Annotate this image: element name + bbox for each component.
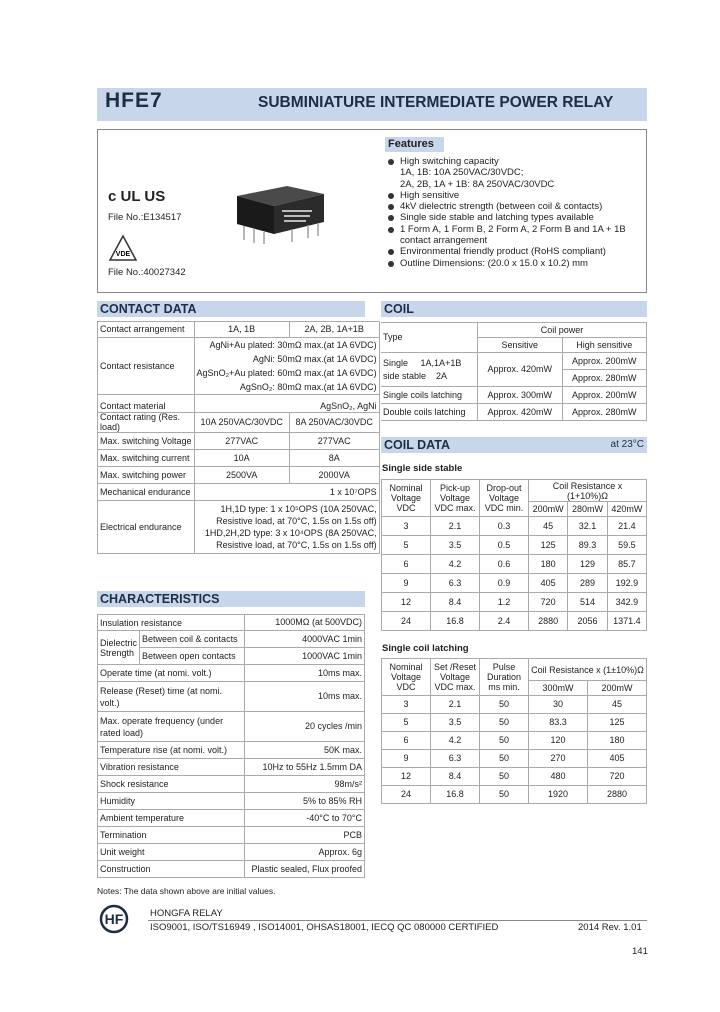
notes: Notes: The data shown above are initial values.: [97, 886, 276, 896]
table-cell: 1A, 1B: [194, 322, 289, 338]
table-cell: Max. switching Voltage: [98, 433, 195, 450]
footer-certs: ISO9001, ISO/TS16949 , ISO14001, OHSAS18001, IECQ QC 080000 CERTIFIED: [150, 922, 499, 933]
table-cell: Approx. 420mW: [478, 404, 563, 421]
table-cell: PCB: [245, 827, 365, 844]
table-cell: 180: [529, 555, 568, 574]
table-cell: 6: [382, 555, 431, 574]
table-cell: 277VAC: [194, 433, 289, 450]
feature-item: contact arrangement: [400, 235, 488, 247]
table-cell: 3: [382, 517, 431, 536]
feature-item: 1 Form A, 1 Form B, 2 Form A, 2 Form B and 1A + 1B: [388, 224, 648, 235]
table-cell: 50: [480, 750, 529, 768]
characteristics-table: [97, 614, 365, 878]
table-cell: 83.3: [529, 714, 588, 732]
table-cell: 2000VA: [289, 467, 379, 484]
table-cell: 24: [382, 612, 431, 631]
table-cell: 16.8: [431, 786, 480, 804]
table-cell: 4.2: [431, 555, 480, 574]
table-cell: 20 cycles /min: [245, 712, 365, 742]
table-cell: 8.4: [431, 768, 480, 786]
table-cell: Ambient temperature: [98, 810, 245, 827]
feature-item: Environmental friendly product (RoHS compliant): [388, 246, 648, 257]
brand-name: HONGFA RELAY: [150, 908, 223, 919]
table-cell: 420mW: [607, 502, 646, 517]
table-cell: 270: [529, 750, 588, 768]
table-cell: 10A: [194, 450, 289, 467]
hongfa-logo-text: HF: [104, 911, 124, 927]
relay-image: [232, 182, 327, 244]
table-cell: 50: [480, 786, 529, 804]
table-cell: 45: [588, 696, 647, 714]
table-cell: Coil Resistance x (1±10%)Ω: [529, 659, 647, 681]
table-cell: Approx. 280mW: [562, 404, 647, 421]
hongfa-logo: [96, 904, 136, 934]
table-cell: AgNi+Au plated: 30mΩ max.(at 1A 6VDC) AgNi: 50mΩ max.(at 1A 6VDC) AgSnO₂+Au plated: 60mΩ max.(at 1A 6VDC) AgSnO₂: 80mΩ max.(at 1A 6VDC): [194, 338, 379, 395]
table-cell: 24: [382, 786, 431, 804]
table-cell: 8.4: [431, 593, 480, 612]
single-side-table: [381, 479, 647, 631]
table-cell: 6: [382, 732, 431, 750]
table-row: [382, 768, 647, 786]
table-cell: Termination: [98, 827, 245, 844]
table-cell: AgSnO₂, AgNi: [194, 395, 379, 413]
revision: 2014 Rev. 1.01: [578, 922, 642, 933]
row-label: Contact arrangement: [98, 322, 195, 338]
table-cell: Max. switching current: [98, 450, 195, 467]
table-cell: 4.2: [431, 732, 480, 750]
table-cell: 1.2: [480, 593, 529, 612]
table-row: [382, 732, 647, 750]
table-cell: Set /Reset Voltage VDC max.: [431, 659, 480, 696]
table-cell: 6.3: [431, 750, 480, 768]
table-cell: 12: [382, 593, 431, 612]
table-cell: 32.1: [568, 517, 607, 536]
table-cell: Temperature rise (at nomi. volt.): [98, 742, 245, 759]
table-cell: 514: [568, 593, 607, 612]
table-cell: Pulse Duration ms min.: [480, 659, 529, 696]
table-cell: 98m/s²: [245, 776, 365, 793]
table-cell: 50: [480, 768, 529, 786]
table-cell: 720: [529, 593, 568, 612]
vde-mark: VDE: [115, 251, 131, 258]
table-cell: 2.1: [431, 696, 480, 714]
table-cell: 125: [588, 714, 647, 732]
table-cell: 129: [568, 555, 607, 574]
coil-data-heading: COIL DATA at 23°C: [381, 437, 647, 453]
table-cell: 2.1: [431, 517, 480, 536]
feature-item: 2A, 2B, 1A + 1B: 8A 250VAC/30VDC: [400, 178, 555, 190]
table-cell: 10Hz to 55Hz 1.5mm DA: [245, 759, 365, 776]
table-cell: 50: [480, 696, 529, 714]
table-cell: 89.3: [568, 536, 607, 555]
contact-data-table: [97, 321, 380, 554]
latching-title: Single coil latching: [382, 643, 469, 654]
ul-mark: c UL US: [108, 188, 166, 205]
tuv-file-no: File No.:40027342: [108, 267, 186, 278]
table-cell: 3.5: [431, 714, 480, 732]
table-cell: 1000VAC 1min: [245, 648, 365, 665]
table-row: [382, 612, 647, 631]
table-cell: -40°C to 70°C: [245, 810, 365, 827]
table-cell: 192.9: [607, 574, 646, 593]
table-cell: Max. operate frequency (under rated load): [98, 712, 245, 742]
table-cell: 720: [588, 768, 647, 786]
table-cell: 10A 250VAC/30VDC: [194, 413, 289, 433]
table-cell: Contact material: [98, 395, 195, 413]
table-cell: 9: [382, 750, 431, 768]
table-cell: 342.9: [607, 593, 646, 612]
coil-power-table: [381, 322, 647, 421]
product-title: SUBMINIATURE INTERMEDIATE POWER RELAY: [258, 94, 614, 111]
single-side-title: Single side stable: [382, 463, 463, 474]
coil-heading: COIL: [381, 301, 647, 317]
table-cell: Double coils latching: [381, 404, 478, 421]
table-cell: 2A, 2B, 1A+1B: [289, 322, 379, 338]
table-cell: Plastic sealed, Flux proofed: [245, 861, 365, 878]
table-cell: 1H,1D type: 1 x 10⁵OPS (10A 250VAC, Resistive load, at 70°C, 1.5s on 1.5s off) 1HD,2H,2D type: 3 x 10⁴OPS (8A 250VAC, Resistive load, at 70°C, 1.5s on 1.5s off): [194, 501, 379, 554]
table-row: [382, 750, 647, 768]
table-row: [382, 714, 647, 732]
features-heading: Features: [385, 137, 444, 152]
table-row: [382, 696, 647, 714]
table-cell: 5: [382, 536, 431, 555]
table-cell: 50K max.: [245, 742, 365, 759]
table-cell: Nominal Voltage VDC: [382, 659, 431, 696]
feature-item: 1A, 1B: 10A 250VAC/30VDC;: [400, 167, 524, 179]
table-cell: 50: [480, 732, 529, 750]
table-cell: 8A 250VAC/30VDC: [289, 413, 379, 433]
table-cell: Shock resistance: [98, 776, 245, 793]
table-cell: 277VAC: [289, 433, 379, 450]
table-cell: 200mW: [588, 681, 647, 696]
table-cell: Approx. 200mW: [562, 353, 647, 370]
page-number: 141: [632, 946, 648, 957]
table-cell: Construction: [98, 861, 245, 878]
table-cell: 0.3: [480, 517, 529, 536]
table-cell: Single coils latching: [381, 387, 478, 404]
feature-item: High sensitive: [388, 190, 648, 201]
table-cell: Sensitive: [478, 338, 563, 353]
table-cell: Drop-out Voltage VDC min.: [480, 480, 529, 517]
table-cell: Single 1A,1A+1B side stable 2A: [381, 353, 478, 387]
table-cell: Insulation resistance: [98, 615, 245, 631]
contact-data-heading: CONTACT DATA: [97, 301, 365, 317]
table-cell: Pick-up Voltage VDC max.: [431, 480, 480, 517]
table-cell: Mechanical endurance: [98, 484, 195, 501]
table-cell: Unit weight: [98, 844, 245, 861]
feature-item: 4kV dielectric strength (between coil & contacts): [388, 201, 648, 212]
table-cell: 300mW: [529, 681, 588, 696]
table-cell: 2056: [568, 612, 607, 631]
table-cell: 2.4: [480, 612, 529, 631]
ul-file-no: File No.:E134517: [108, 212, 182, 223]
table-cell: Approx. 300mW: [478, 387, 563, 404]
table-row: [382, 574, 647, 593]
table-row: [382, 555, 647, 574]
table-cell: 0.5: [480, 536, 529, 555]
table-cell: Operate time (at nomi. volt.): [98, 665, 245, 682]
table-row: [382, 536, 647, 555]
table-cell: Between coil & contacts: [140, 631, 245, 648]
feature-item: Single side stable and latching types available: [388, 212, 648, 223]
table-cell: 5% to 85% RH: [245, 793, 365, 810]
table-cell: 10ms max.: [245, 682, 365, 712]
table-cell: 1371.4: [607, 612, 646, 631]
table-cell: 21.4: [607, 517, 646, 536]
table-row: [382, 593, 647, 612]
table-cell: 200mW: [529, 502, 568, 517]
table-cell: High sensitive: [562, 338, 647, 353]
table-cell: Dielectric Strength: [98, 631, 140, 665]
table-cell: Max. switching power: [98, 467, 195, 484]
table-cell: Between open contacts: [140, 648, 245, 665]
table-cell: 180: [588, 732, 647, 750]
table-cell: 1000MΩ (at 500VDC): [245, 615, 365, 631]
table-cell: Contact resistance: [98, 338, 195, 395]
table-cell: Type: [381, 323, 478, 353]
table-cell: 480: [529, 768, 588, 786]
table-row: [382, 786, 647, 804]
table-cell: 3: [382, 696, 431, 714]
table-cell: 3.5: [431, 536, 480, 555]
table-cell: 0.6: [480, 555, 529, 574]
feature-item: Outline Dimensions: (20.0 x 15.0 x 10.2) mm: [388, 258, 648, 269]
table-cell: Humidity: [98, 793, 245, 810]
table-cell: Approx. 6g: [245, 844, 365, 861]
table-cell: 8A: [289, 450, 379, 467]
table-cell: Approx. 280mW: [562, 370, 647, 387]
table-cell: 5: [382, 714, 431, 732]
table-cell: 59.5: [607, 536, 646, 555]
table-cell: 45: [529, 517, 568, 536]
table-cell: Release (Reset) time (at nomi. volt.): [98, 682, 245, 712]
table-cell: 6.3: [431, 574, 480, 593]
table-cell: Nominal Voltage VDC: [382, 480, 431, 517]
table-cell: 0.9: [480, 574, 529, 593]
table-cell: 289: [568, 574, 607, 593]
table-cell: Coil Resistance x (1+10%)Ω: [529, 480, 647, 502]
table-cell: 12: [382, 768, 431, 786]
table-cell: 1920: [529, 786, 588, 804]
table-cell: 9: [382, 574, 431, 593]
characteristics-heading: CHARACTERISTICS: [97, 591, 365, 607]
footer-rule: [148, 920, 647, 921]
product-code: HFE7: [105, 89, 163, 112]
table-cell: 2880: [588, 786, 647, 804]
table-cell: Approx. 420mW: [478, 353, 563, 387]
table-cell: 2880: [529, 612, 568, 631]
latching-table: [381, 658, 647, 804]
vde-logo: [108, 234, 138, 262]
features-list: [388, 156, 648, 269]
table-cell: 16.8: [431, 612, 480, 631]
table-cell: 2500VA: [194, 467, 289, 484]
table-cell: 85.7: [607, 555, 646, 574]
table-cell: 120: [529, 732, 588, 750]
table-cell: Approx. 200mW: [562, 387, 647, 404]
table-cell: Vibration resistance: [98, 759, 245, 776]
table-cell: 125: [529, 536, 568, 555]
table-cell: Contact rating (Res. load): [98, 413, 195, 433]
table-cell: 280mW: [568, 502, 607, 517]
table-cell: 30: [529, 696, 588, 714]
table-cell: 405: [529, 574, 568, 593]
table-cell: Electrical endurance: [98, 501, 195, 554]
table-cell: 1 x 10⁷OPS: [194, 484, 379, 501]
table-cell: 50: [480, 714, 529, 732]
table-row: [382, 517, 647, 536]
table-cell: Coil power: [478, 323, 647, 338]
table-cell: 4000VAC 1min: [245, 631, 365, 648]
table-cell: 405: [588, 750, 647, 768]
table-cell: 10ms max.: [245, 665, 365, 682]
feature-item: High switching capacity: [388, 156, 648, 167]
